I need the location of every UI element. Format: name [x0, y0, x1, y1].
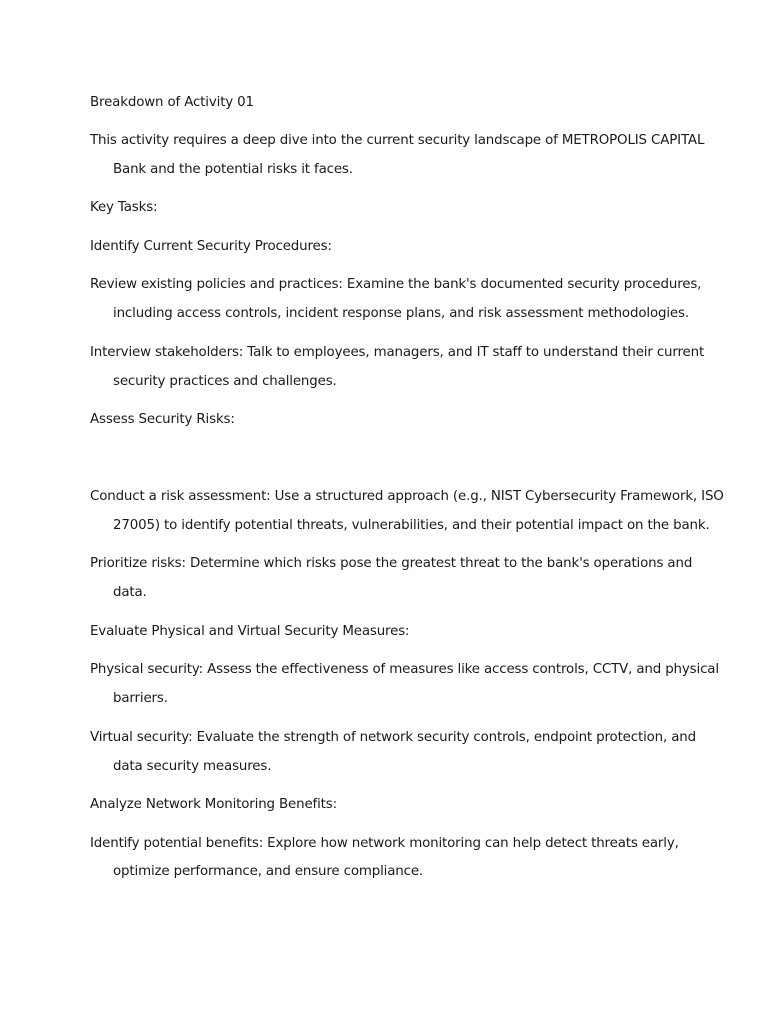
- interview-line-2: security practices and challenges.: [113, 374, 337, 389]
- intro-line-2: Bank and the potential risks it faces.: [113, 162, 353, 177]
- document-title: Breakdown of Activity 01: [90, 95, 254, 110]
- identify-heading: Identify Current Security Procedures:: [90, 239, 332, 254]
- benefits-line-1: Identify potential benefits: Explore how network monitoring can help detect threats early,: [90, 836, 679, 851]
- review-line-2: including access controls, incident response plans, and risk assessment methodologies.: [113, 306, 689, 321]
- interview-line-1: Interview stakeholders: Talk to employees, managers, and IT staff to understand their current: [90, 345, 705, 360]
- review-line-1: Review existing policies and practices: Examine the bank's documented security procedures,: [90, 277, 702, 292]
- conduct-line-1: Conduct a risk assessment: Use a structured approach (e.g., NIST Cybersecurity Framework, ISO: [90, 489, 724, 504]
- key-tasks-heading: Key Tasks:: [90, 200, 158, 215]
- physical-line-1: Physical security: Assess the effectiveness of measures like access controls, CCTV, and physical: [90, 662, 719, 677]
- prioritize-line-2: data.: [113, 585, 147, 600]
- benefits-line-2: optimize performance, and ensure compliance.: [113, 864, 424, 879]
- evaluate-heading: Evaluate Physical and Virtual Security Measures:: [90, 624, 410, 639]
- prioritize-line-1: Prioritize risks: Determine which risks pose the greatest threat to the bank's operations and: [90, 556, 693, 571]
- intro-line-1: This activity requires a deep dive into the current security landscape of METROPOLIS CAPITAL: [90, 133, 705, 148]
- virtual-line-2: data security measures.: [113, 759, 272, 774]
- virtual-line-1: Virtual security: Evaluate the strength of network security controls, endpoint protection, and: [90, 730, 696, 745]
- physical-line-2: barriers.: [113, 691, 168, 706]
- analyze-heading: Analyze Network Monitoring Benefits:: [90, 797, 337, 812]
- assess-heading: Assess Security Risks:: [90, 412, 235, 427]
- conduct-line-2: 27005) to identify potential threats, vulnerabilities, and their potential impact on the bank.: [113, 518, 710, 533]
